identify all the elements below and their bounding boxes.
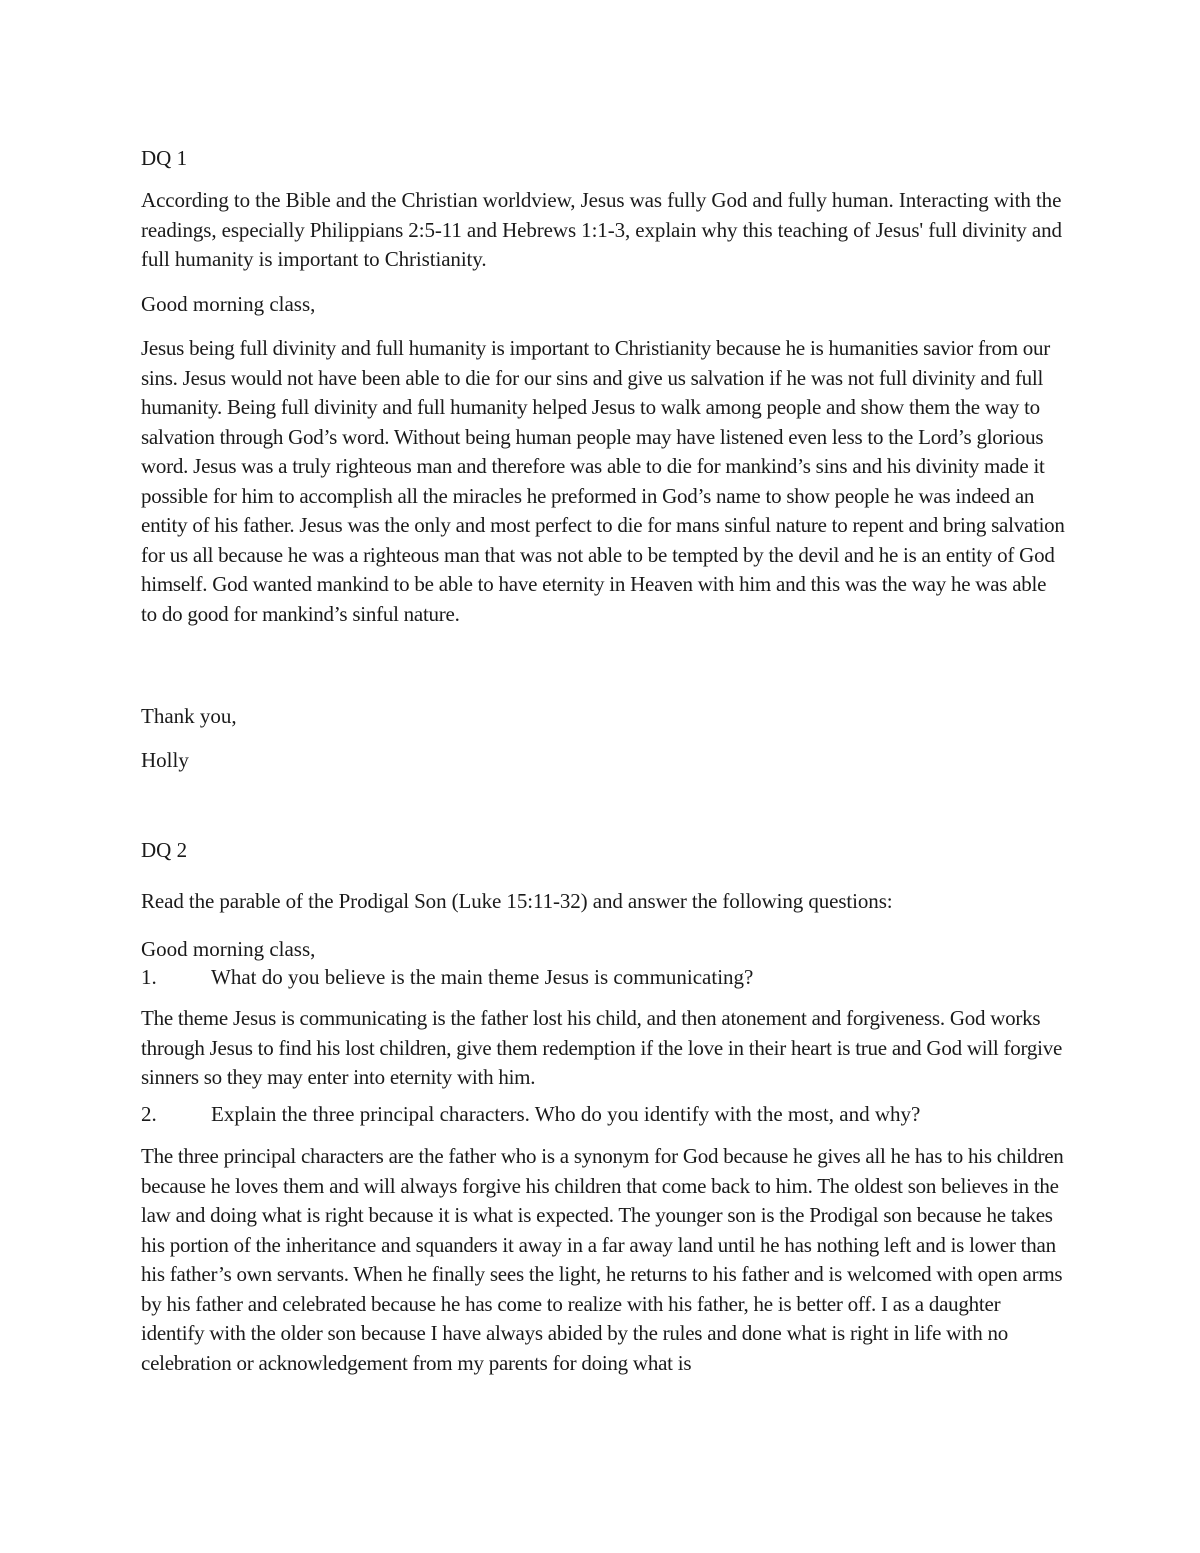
dq1-answer: Jesus being full divinity and full humanity is important to Christianity because he is humanities savior from our sins. Jesus would not have been able to die for our sins and give us salvation if he was not full divinity and full humanity. Being full divinity and full humanity helped Jesus to walk among people and show them the way to salvation through God’s word. Without being human people may have listened even less to the Lord’s glorious word. Jesus was a truly righteous man and therefore was able to die for mankind’s sins and his divinity made it possible for him to accomplish all the miracles he preformed in God’s name to show people he was indeed an entity of his father. Jesus was the only and most perfect to die for mans sinful nature to repent and bring salvation for us all because he was a righteous man that was not able to be tempted by the devil and he is an entity of God himself. God wanted mankind to be able to have eternity in Heaven with him and this was the way he was able to do good for mankind’s sinful nature.	[141, 336, 1065, 626]
question-1-number: 1.	[141, 965, 157, 989]
dq2-question-1	[141, 963, 753, 993]
dq1-closing: Thank you,	[141, 704, 237, 728]
dq2-greeting: Good morning class,	[141, 937, 316, 961]
dq2-heading: DQ 2	[141, 838, 188, 862]
dq1-greeting: Good morning class,	[141, 292, 316, 316]
dq2-answer-2: The three principal characters are the father who is a synonym for God because he gives all he has to his children because he loves them and will always forgive his children that come back to him. The oldest son believes in the law and doing what is right because it is what is expected. The younger son is the Prodigal son because he takes his portion of the inheritance and squanders it away in a far away land until he has nothing left and is lower than his father’s own servants. When he finally sees the light, he returns to his father and is welcomed with open arms by his father and celebrated because he has come to realize with his father, he is better off. I as a daughter identify with the older son because I have always abided by the rules and done what is right in life with no celebration or acknowledgement from my parents for doing what is	[141, 1144, 1064, 1375]
dq1-signature: Holly	[141, 748, 189, 772]
dq2-prompt: Read the parable of the Prodigal Son (Luke 15:11-32) and answer the following questions:	[141, 889, 893, 913]
dq1-heading: DQ 1	[141, 146, 188, 170]
dq2-answer-1: The theme Jesus is communicating is the father lost his child, and then atonement and forgiveness. God works through Jesus to find his lost children, give them redemption if the love in their heart is true and God will forgive sinners so they may enter into eternity with him.	[141, 1006, 1063, 1089]
question-2-number: 2.	[141, 1102, 157, 1126]
question-2-text: Explain the three principal characters. Who do you identify with the most, and why?	[211, 1102, 921, 1126]
dq2-question-2	[141, 1100, 920, 1130]
question-1-text: What do you believe is the main theme Jesus is communicating?	[211, 965, 754, 989]
dq1-prompt: According to the Bible and the Christian worldview, Jesus was fully God and fully human. Interacting with the readings, especially Philippians 2:5-11 and Hebrews 1:1-3, explain why this teaching of Jesus' full divinity and full humanity is important to Christianity.	[141, 188, 1062, 271]
